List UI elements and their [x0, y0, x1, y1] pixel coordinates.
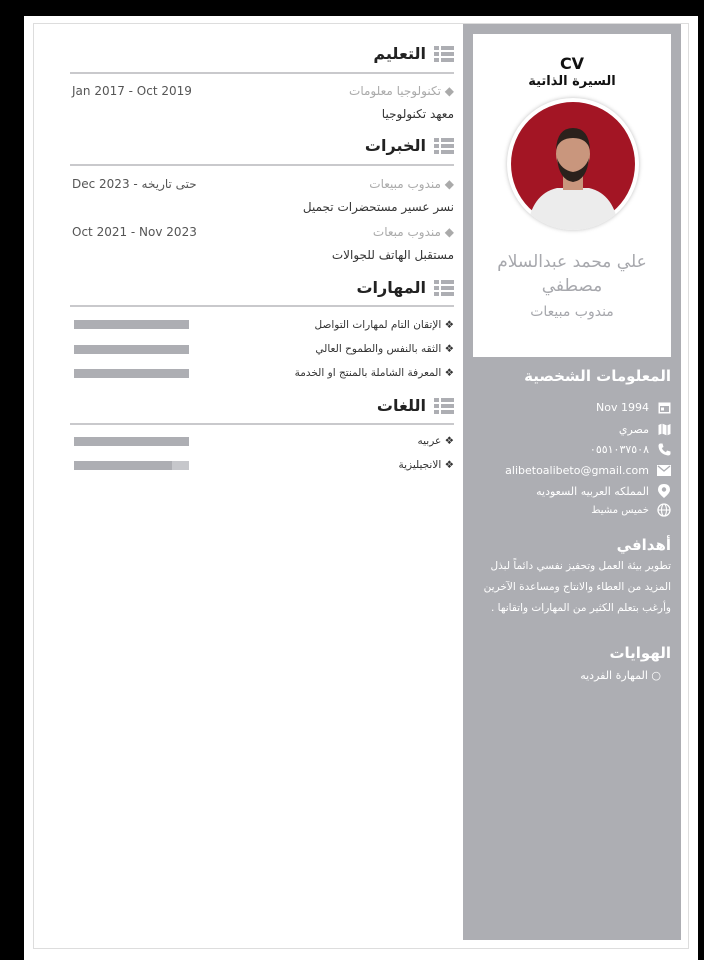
name-line-1: علي محمد عبدالسلام — [497, 252, 647, 272]
personal-info-heading: المعلومات الشخصية — [524, 367, 671, 385]
sidebar — [463, 24, 681, 940]
job-title: مندوب مبيعات — [530, 304, 614, 320]
phone-icon — [657, 442, 671, 456]
skill-level-bar — [74, 320, 189, 329]
language-level-bar — [74, 437, 189, 446]
education-item — [70, 84, 454, 100]
info-city — [591, 503, 671, 517]
education-institution: معهد تكنولوجيا — [381, 107, 454, 121]
cv-label: CV — [559, 54, 585, 73]
hobby-bullet-icon: ○ — [651, 669, 661, 682]
hobby-item — [580, 669, 661, 682]
profile-name — [473, 250, 671, 298]
info-phone — [590, 442, 671, 456]
experience-role: ◆ مندوب مبعات — [372, 225, 454, 239]
skill-level-bar — [74, 369, 189, 378]
languages-heading — [377, 396, 454, 415]
language-level-fill — [74, 437, 189, 446]
language-level-bar — [74, 461, 189, 470]
experience-item — [70, 225, 454, 241]
experience-heading — [365, 136, 454, 155]
experience-role: ◆ مندوب مبيعات — [369, 177, 454, 191]
city-value: خميس مشيط — [591, 504, 649, 516]
skills-title: المهارات — [356, 278, 426, 297]
languages-divider — [70, 423, 454, 425]
education-dates: Jan 2017 - Oct 2019 — [72, 84, 192, 98]
skills-heading — [356, 278, 454, 297]
profile-card — [473, 34, 671, 357]
main-column — [70, 16, 454, 960]
education-divider — [70, 72, 454, 74]
info-country — [536, 484, 671, 498]
birth-value: Nov 1994 — [596, 400, 649, 414]
calendar-icon — [657, 400, 671, 414]
list-icon — [434, 138, 454, 154]
profile-photo — [507, 98, 639, 230]
experience-dates: Dec 2023 - حتى تاريخه — [72, 177, 197, 191]
experience-divider — [70, 164, 454, 166]
education-degree: ◆ تكنولوجيا معلومات — [349, 84, 454, 98]
language-label: ❖ عربيه — [417, 435, 454, 447]
list-icon — [434, 280, 454, 296]
objectives-text: تطوير بيئة العمل وتحفيز نفسي دائماً لبذل المزيد من العطاء والانتاج ومساعدة الآخرين وأرغب بتعلم الكثير من المهارات واتقانها . — [483, 560, 671, 614]
location-pin-icon — [657, 484, 671, 498]
envelope-icon — [657, 463, 671, 477]
experience-company: مستقبل الهاتف للجوالات — [331, 248, 454, 262]
name-line-2: مصطفي — [541, 276, 603, 296]
info-email — [505, 463, 671, 477]
info-nationality — [619, 422, 671, 436]
experience-item — [70, 177, 454, 193]
cv-page — [24, 16, 698, 960]
skill-level-fill — [74, 345, 189, 354]
experience-title: الخبرات — [364, 136, 426, 155]
skills-divider — [70, 305, 454, 307]
country-value: المملكه العربيه السعوديه — [536, 484, 649, 498]
skill-level-fill — [74, 369, 189, 378]
objectives-heading: أهدافي — [616, 536, 671, 554]
globe-icon — [657, 503, 671, 517]
hobbies-heading: الهوايات — [609, 644, 671, 662]
list-icon — [434, 46, 454, 62]
languages-title: اللغات — [376, 396, 426, 415]
skill-level-bar — [74, 345, 189, 354]
skill-label: ❖ المعرفة الشاملة بالمنتج او الخدمة — [294, 367, 454, 379]
experience-dates: Oct 2021 - Nov 2023 — [72, 225, 197, 239]
skill-label: ❖ الثقه بالنفس والطموح العالي — [315, 343, 454, 355]
skill-label: ❖ الإتقان التام لمهارات التواصل — [314, 319, 454, 331]
skill-level-fill — [74, 320, 189, 329]
language-level-fill — [74, 461, 172, 470]
phone-value: ٠٥٥١٠٣٧٥٠٨ — [589, 442, 649, 456]
list-icon — [434, 398, 454, 414]
map-icon — [657, 422, 671, 436]
info-birth — [596, 400, 671, 414]
nationality-value: مصري — [618, 422, 649, 436]
hobby-label: المهارة الفرديه — [580, 669, 648, 682]
cv-subtitle: السيرة الذاتية — [528, 74, 616, 89]
language-label: ❖ الانجيليزية — [398, 459, 454, 471]
experience-company: نسر عسير مستحضرات تجميل — [302, 200, 454, 214]
education-title: التعليم — [373, 44, 426, 63]
email-value[interactable]: alibetoalibeto@gmail.com — [505, 463, 649, 477]
education-heading — [373, 44, 454, 63]
